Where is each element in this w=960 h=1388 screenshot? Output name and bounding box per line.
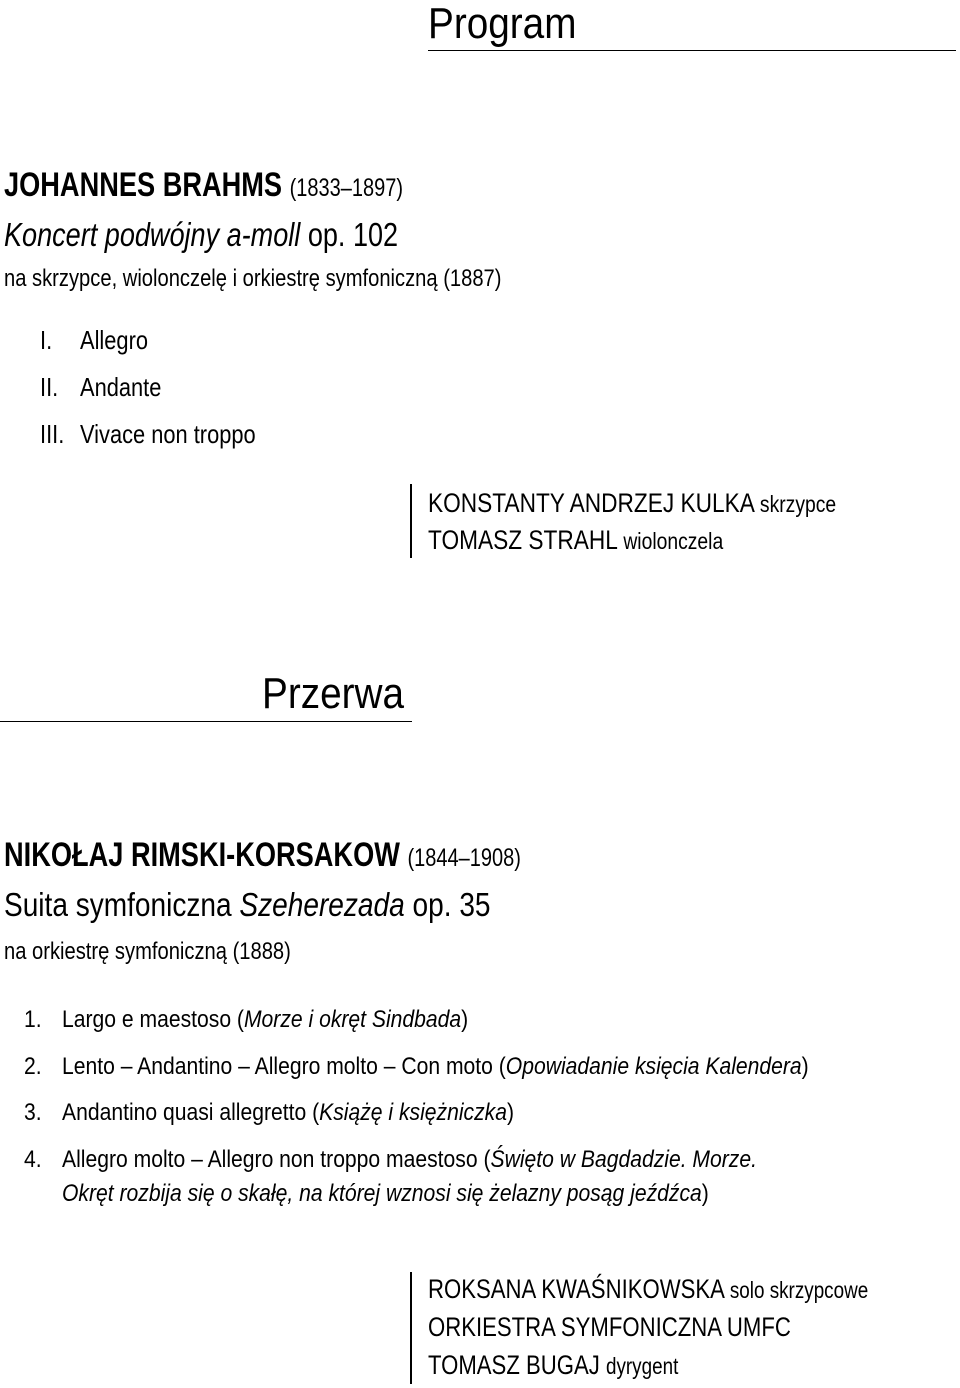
movement-entry: [62, 1146, 852, 1174]
movement-close: ): [801, 1053, 809, 1080]
title-divider: [428, 50, 956, 51]
composer-name: JOHANNES BRAHMS: [4, 166, 283, 204]
movement-subtitle: Święto w Bagdadzie. Morze.: [490, 1146, 757, 1173]
performer-role: wiolonczela: [623, 528, 724, 554]
movement-tempo: Largo e maestoso (: [62, 1006, 244, 1033]
movement-number: III.: [40, 419, 65, 449]
work-prefix: Suita symfoniczna: [4, 886, 232, 923]
performer-name: ORKIESTRA SYMFONICZNA UMFC: [428, 1312, 791, 1342]
performer-line: [428, 488, 914, 519]
movement-subtitle: Morze i okręt Sindbada: [243, 1006, 462, 1033]
movement-subtitle: Książę i księżniczka: [319, 1099, 507, 1126]
movement-close: ): [701, 1180, 709, 1207]
movement-number: 2.: [24, 1053, 42, 1080]
intermission-heading: Przerwa: [262, 669, 405, 718]
movement-number: I.: [40, 325, 53, 355]
performer-name: TOMASZ BUGAJ: [428, 1350, 600, 1380]
movement-tempo: Lento – Andantino – Allegro molto – Con moto (: [62, 1053, 506, 1080]
work-scoring-rimsky: na orkiestrę symfoniczną (1888): [4, 938, 291, 965]
intermission-divider: [0, 721, 412, 722]
work-opus: op. 102: [307, 216, 399, 253]
performer-line: [428, 1312, 871, 1343]
performer-role: dyrygent: [605, 1353, 679, 1379]
page-title: Program: [428, 0, 577, 48]
composer-years: (1844–1908): [407, 844, 521, 872]
performer-name: ROKSANA KWAŚNIKOWSKA: [428, 1274, 724, 1304]
movement-close: ): [506, 1099, 514, 1126]
work-title: Koncert podwójny a-moll: [4, 216, 301, 253]
work-scoring-brahms: na skrzypce, wiolonczelę i orkiestrę symfoniczną (1887): [4, 265, 502, 292]
work-title: Szeherezada: [239, 886, 405, 923]
movement-entry: [62, 1099, 576, 1127]
performers-bar: [410, 1272, 412, 1384]
composer-years: (1833–1897): [289, 174, 404, 202]
composer-heading-brahms: [4, 166, 503, 205]
movement-tempo: Andantino quasi allegretto (: [62, 1099, 320, 1126]
performers-bar: [410, 484, 412, 558]
performer-role: skrzypce: [759, 491, 837, 517]
work-title-brahms: [4, 216, 485, 254]
movement-entry: [62, 1053, 911, 1081]
composer-name: NIKOŁAJ RIMSKI-KORSAKOW: [4, 836, 400, 874]
movement-entry-continued: [62, 1180, 797, 1208]
performer-line: [428, 1274, 960, 1305]
movement-number: 3.: [24, 1099, 42, 1126]
work-title-rimsky: [4, 886, 576, 924]
movement-close: ): [461, 1006, 469, 1033]
movement-title: Andante: [80, 372, 162, 402]
movement-tempo: Allegro molto – Allegro non troppo maestoso (: [62, 1146, 491, 1173]
performer-role: solo skrzypcowe: [729, 1277, 869, 1303]
composer-heading-rimsky: [4, 836, 650, 875]
movement-title: Vivace non troppo: [80, 419, 256, 449]
movement-title: Allegro: [80, 325, 148, 355]
performer-name: TOMASZ STRAHL: [428, 525, 618, 555]
performer-line: [428, 1350, 733, 1381]
movement-entry: [62, 1006, 524, 1034]
movement-number: 1.: [24, 1006, 42, 1033]
movement-subtitle: Opowiadanie księcia Kalendera: [505, 1053, 802, 1080]
movement-subtitle: Okręt rozbija się o skałę, na której wznosi się żelazny posąg jeźdźca: [62, 1180, 702, 1207]
movement-number: II.: [40, 372, 59, 402]
work-opus: op. 35: [412, 886, 491, 923]
performer-line: [428, 525, 779, 556]
movement-number: 4.: [24, 1146, 42, 1173]
performer-name: KONSTANTY ANDRZEJ KULKA: [428, 488, 754, 518]
